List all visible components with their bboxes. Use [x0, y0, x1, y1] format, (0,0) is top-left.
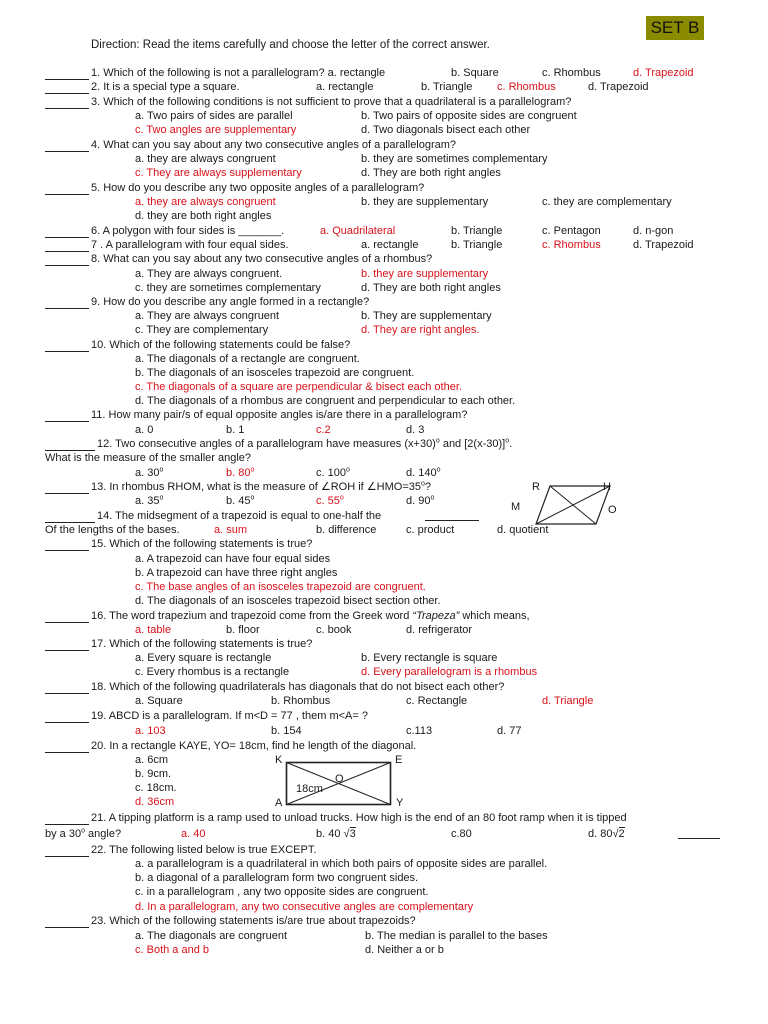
q11-choice-b: b. 1: [226, 424, 245, 436]
q16-choice-a-answer: a. table: [135, 624, 172, 636]
q18-choice-d-answer: d. Triangle: [542, 695, 594, 707]
q8-choice-c: c. they are sometimes complementary: [135, 282, 321, 294]
answer-blank[interactable]: [45, 141, 89, 152]
q21-choice-b: b. 40 √3: [316, 828, 356, 840]
q21-choice-c: c.80: [451, 828, 472, 840]
direction-text: Direction: Read the items carefully and choose the letter of the correct answer.: [91, 39, 490, 51]
q16-choice-c: c. book: [316, 624, 352, 636]
vertex-label-a: A: [275, 797, 283, 809]
q22-choice-d-answer: d. In a parallelogram, any two consecutive angles are complementary: [135, 901, 474, 913]
answer-blank[interactable]: [45, 341, 89, 352]
answer-blank[interactable]: [45, 184, 89, 195]
question-15: 15. Which of the following statements is true?: [45, 538, 312, 551]
question-2: 2. It is a special type a square.: [45, 81, 240, 94]
q14-choice-b: b. difference: [316, 524, 377, 536]
answer-blank[interactable]: [45, 712, 89, 723]
question-7: 7 . A parallelogram with four equal sides.: [45, 239, 289, 252]
q7-choice-b: b. Triangle: [451, 239, 503, 251]
q12-line2: What is the measure of the smaller angle?: [45, 452, 252, 464]
q21-line2: by a 30$^o$ angle?: [45, 827, 122, 840]
question-18: 18. Which of the following quadrilaterals has diagonals that do not bisect each other?: [45, 681, 504, 694]
q1-choice-c: c. Rhombus: [542, 67, 601, 79]
answer-blank[interactable]: [45, 69, 89, 80]
vertex-label-m: M: [511, 501, 521, 513]
q8-choice-d: d. They are both right angles: [361, 282, 501, 294]
question-20: 20. In a rectangle KAYE, YO= 18cm, find he length of the diagonal.: [45, 740, 416, 753]
answer-blank[interactable]: [45, 917, 89, 928]
answer-blank[interactable]: [45, 98, 89, 109]
q20-choice-d-answer: d. 36cm: [135, 796, 175, 808]
q3-choice-c-answer: c. Two angles are supplementary: [135, 124, 297, 136]
q19-choice-a-answer: a. 103: [135, 725, 166, 737]
q6-choice-b: b. Triangle: [451, 225, 503, 237]
q8-choice-b-answer: b. they are supplementary: [361, 268, 489, 280]
q13-choice-c-answer: c. 55$^o$: [316, 494, 344, 507]
q20-choice-b: b. 9cm.: [135, 768, 172, 780]
question-13: 13. In rhombus RHOM, what is the measure of ∠ROH if $\angle HMO=35^o$?: [45, 481, 431, 494]
q14-choice-c: c. product: [406, 524, 455, 536]
answer-blank[interactable]: [45, 298, 89, 309]
q3-choice-b: b. Two pairs of opposite sides are congruent: [361, 110, 577, 122]
set-label: SET B: [646, 16, 704, 40]
answer-blank[interactable]: [45, 255, 89, 266]
answer-blank[interactable]: [45, 83, 89, 94]
q9-choice-b: b. They are supplementary: [361, 310, 492, 322]
answer-blank[interactable]: [45, 814, 89, 825]
q13-choice-b: b. 45$^o$: [226, 494, 255, 507]
q17-choice-a: a. Every square is rectangle: [135, 652, 272, 664]
q23-choice-b: b. The median is parallel to the bases: [365, 930, 548, 942]
question-3: 3. Which of the following conditions is not sufficient to prove that a quadrilateral is a parallelogram?: [45, 96, 571, 109]
q7-choice-c-answer: c. Rhombus: [542, 239, 601, 251]
vertex-label-h: H: [603, 481, 611, 493]
question-11: 11. How many pair/s of equal opposite angles is/are there in a parallelogram?: [45, 409, 467, 422]
q13-choice-d: d. 90$^o$: [406, 494, 435, 507]
q19-choice-b: b. 154: [271, 725, 302, 737]
q6-choice-c: c. Pentagon: [542, 225, 601, 237]
question-23: 23. Which of the following statements is/are true about trapezoids?: [45, 915, 416, 928]
q20-choice-c: c. 18cm.: [135, 782, 177, 794]
q10-choice-b: b. The diagonals of an isosceles trapezoid are congruent.: [135, 367, 415, 379]
center-label-o: O: [335, 773, 344, 785]
answer-blank[interactable]: [45, 742, 89, 753]
q17-choice-d-answer: d. Every parallelogram is a rhombus: [361, 666, 538, 678]
q15-choice-d: d. The diagonals of an isosceles trapezoid bisect section other.: [135, 595, 441, 607]
q21-choice-d: d. 80√2: [588, 828, 625, 840]
answer-blank[interactable]: [45, 612, 89, 623]
rhombus-diagonal: [536, 486, 610, 524]
q17-choice-b: b. Every rectangle is square: [361, 652, 498, 664]
answer-blank[interactable]: [45, 512, 95, 523]
vertex-label-k: K: [275, 754, 283, 766]
answer-blank[interactable]: [45, 241, 89, 252]
question-12: 12. Two consecutive angles of a parallelogram have measures $(x+30)^o$ and $[2(x-30)]^o$.: [45, 438, 512, 451]
q2-choice-a: a. rectangle: [316, 81, 374, 93]
q17-choice-c: c. Every rhombus is a rectangle: [135, 666, 290, 678]
question-9: 9. How do you describe any angle formed in a rectangle?: [45, 296, 369, 309]
question-21: 21. A tipping platform is a ramp used to unload trucks. How high is the end of an 80 foot ramp when it is tipped: [45, 812, 627, 825]
q7-choice-a: a. rectangle: [361, 239, 419, 251]
segment-length-label: 18cm: [296, 783, 323, 795]
q1-choice-d-answer: d. Trapezoid: [633, 67, 694, 79]
q18-choice-b: b. Rhombus: [271, 695, 331, 707]
question-17: 17. Which of the following statements is true?: [45, 638, 312, 651]
q12-choice-c: c. 100$^o$: [316, 466, 350, 479]
answer-blank-right[interactable]: [678, 838, 720, 839]
q12-choice-b-answer: b. 80$^o$: [226, 466, 255, 479]
q19-choice-c: c.113: [406, 725, 433, 737]
answer-blank[interactable]: [45, 640, 89, 651]
q13-choice-a: a. 35$^o$: [135, 494, 164, 507]
q2-choice-c-answer: c. Rhombus: [497, 81, 556, 93]
vertex-label-o: O: [608, 504, 617, 516]
answer-blank[interactable]: [45, 483, 89, 494]
q18-choice-c: c. Rectangle: [406, 695, 468, 707]
q4-choice-a: a. they are always congruent: [135, 153, 276, 165]
q14-line2: Of the lengths of the bases.: [45, 524, 180, 536]
question-1: 1. Which of the following is not a parallelogram? a. rectangle: [45, 67, 385, 80]
q16-choice-b: b. floor: [226, 624, 260, 636]
q15-choice-a: a. A trapezoid can have four equal sides: [135, 553, 331, 565]
q10-choice-d: d. The diagonals of a rhombus are congruent and perpendicular to each other.: [135, 395, 516, 407]
q8-choice-a: a. They are always congruent.: [135, 268, 283, 280]
question-6: 6. A polygon with four sides is _______.: [45, 225, 284, 238]
vertex-label-r: R: [532, 481, 540, 493]
q7-choice-d: d. Trapezoid: [633, 239, 694, 251]
q12-choice-d: d. 140$^o$: [406, 466, 441, 479]
q3-choice-a: a. Two pairs of sides are parallel: [135, 110, 293, 122]
answer-blank[interactable]: [45, 540, 89, 551]
q11-choice-a: a. 0: [135, 424, 154, 436]
vertex-label-e: E: [395, 754, 403, 766]
q5-choice-b: b. they are supplementary: [361, 196, 489, 208]
q9-choice-a: a. They are always congruent: [135, 310, 280, 322]
answer-blank[interactable]: [45, 227, 89, 238]
q1-choice-b: b. Square: [451, 67, 499, 79]
q12-choice-a: a. 30$^o$: [135, 466, 164, 479]
answer-blank[interactable]: [45, 440, 95, 451]
q18-choice-a: a. Square: [135, 695, 183, 707]
question-16: 16. The word trapezium and trapezoid come from the Greek word “Trapeza” which means,: [45, 610, 530, 623]
q4-choice-b: b. they are sometimes complementary: [361, 153, 548, 165]
q23-choice-c-answer: c. Both a and b: [135, 944, 209, 956]
fill-in-line[interactable]: [425, 520, 479, 521]
question-22: 22. The following listed below is true EXCEPT.: [45, 844, 316, 857]
q4-choice-d: d. They are both right angles: [361, 167, 501, 179]
q9-choice-c: c. They are complementary: [135, 324, 269, 336]
q14-choice-a-answer: a. sum: [214, 524, 248, 536]
q15-choice-c-answer: c. The base angles of an isosceles trapezoid are congruent.: [135, 581, 426, 593]
answer-blank[interactable]: [45, 846, 89, 857]
q15-choice-b: b. A trapezoid can have three right angles: [135, 567, 338, 579]
answer-blank[interactable]: [45, 411, 89, 422]
q22-choice-b: b. a diagonal of a parallelogram form two congruent sides.: [135, 872, 419, 884]
q5-choice-c: c. they are complementary: [542, 196, 672, 208]
q11-choice-d: d. 3: [406, 424, 425, 436]
vertex-label-y: Y: [396, 797, 404, 809]
q5-choice-d: d. they are both right angles: [135, 210, 272, 222]
q2-choice-b: b. Triangle: [421, 81, 473, 93]
q20-choice-a: a. 6cm: [135, 754, 169, 766]
q22-choice-c: c. in a parallelogram , any two opposite sides are congruent.: [135, 886, 429, 898]
q9-choice-d-answer: d. They are right angles.: [361, 324, 480, 336]
answer-blank[interactable]: [45, 683, 89, 694]
q23-choice-a: a. The diagonals are congruent: [135, 930, 288, 942]
question-8: 8. What can you say about any two consecutive angles of a rhombus?: [45, 253, 432, 266]
q10-choice-a: a. The diagonals of a rectangle are congruent.: [135, 353, 360, 365]
q11-choice-c-answer: c.2: [316, 424, 331, 436]
q10-choice-c-answer: c. The diagonals of a square are perpendicular & bisect each other.: [135, 381, 462, 393]
q6-choice-d: d. n-gon: [633, 225, 674, 237]
q19-choice-d: d. 77: [497, 725, 522, 737]
q21-choice-a-answer: a. 40: [181, 828, 206, 840]
question-19: 19. ABCD is a parallelogram. If m<D = 77 , them m<A= ?: [45, 710, 368, 723]
question-5: 5. How do you describe any two opposite angles of a parallelogram?: [45, 182, 424, 195]
q5-choice-a-answer: a. they are always congruent: [135, 196, 276, 208]
q16-choice-d: d. refrigerator: [406, 624, 473, 636]
q23-choice-d: d. Neither a or b: [365, 944, 444, 956]
q2-choice-d: d. Trapezoid: [588, 81, 649, 93]
q3-choice-d: d. Two diagonals bisect each other: [361, 124, 531, 136]
question-14: 14. The midsegment of a trapezoid is equal to one-half the: [45, 510, 381, 523]
question-4: 4. What can you say about any two consecutive angles of a parallelogram?: [45, 139, 456, 152]
question-10: 10. Which of the following statements could be false?: [45, 339, 350, 352]
q6-choice-a-answer: a. Quadrilateral: [320, 225, 396, 237]
q14-choice-d: d. quotient: [497, 524, 549, 536]
q4-choice-c-answer: c. They are always supplementary: [135, 167, 302, 179]
q22-choice-a: a. a parallelogram is a quadrilateral in which both pairs of opposite sides are parallel.: [135, 858, 548, 870]
